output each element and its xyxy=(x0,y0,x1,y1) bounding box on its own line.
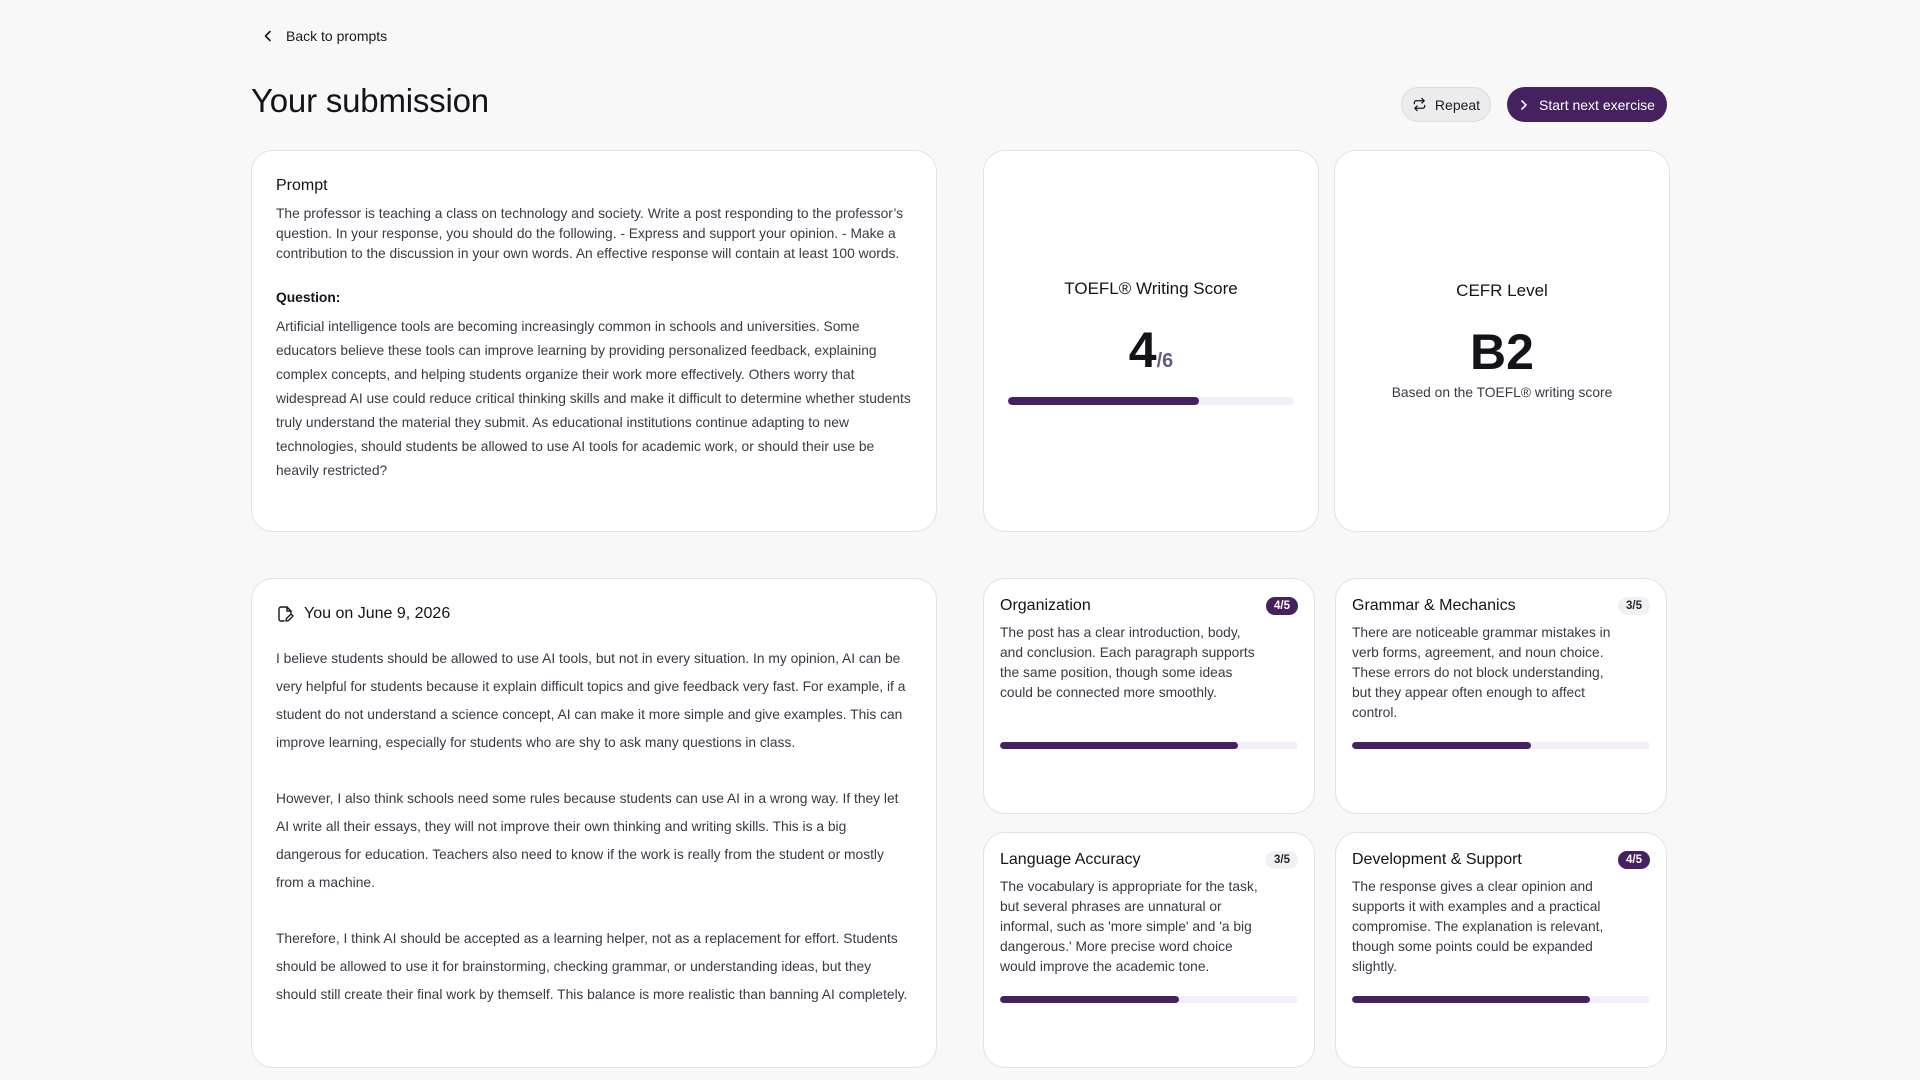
criteria-progress-bar xyxy=(1000,742,1298,749)
repeat-icon xyxy=(1412,97,1427,112)
essay-paragraph: I believe students should be allowed to use AI tools, but not in every situation. In my opinion, AI can be very helpful for students because it explain difficult topics and give feedback very fast. For example, if a student do not understand a science concept, AI can make it more simple and give examples. This can improve learning, especially for students who are shy to ask many questions in class. xyxy=(276,651,906,750)
toefl-score-progress-bar xyxy=(1008,397,1294,405)
page-title: Your submission xyxy=(251,82,489,119)
response-card xyxy=(251,578,937,1068)
criteria-header xyxy=(1000,597,1298,615)
criteria-title: Development & Support xyxy=(1352,851,1522,868)
criteria-card-language-accuracy xyxy=(983,832,1315,1068)
criteria-card-grammar-mechanics xyxy=(1335,578,1667,814)
criteria-card-development-support xyxy=(1335,832,1667,1068)
cefr-level-value: B2 xyxy=(1470,324,1534,380)
criteria-feedback: The response gives a clear opinion and supports it with examples and a practical compromise. The explanation is relevant, though some points could be expanded slightly. xyxy=(1352,879,1604,974)
criteria-header xyxy=(1352,851,1650,869)
cefr-level-card xyxy=(1334,150,1670,532)
chevron-right-icon xyxy=(1519,100,1529,110)
toefl-score-value xyxy=(984,321,1318,379)
criteria-progress-fill xyxy=(1000,742,1238,749)
criteria-score-badge: 3/5 xyxy=(1266,851,1298,869)
criteria-score-badge: 4/5 xyxy=(1266,597,1298,615)
criteria-feedback: There are noticeable grammar mistakes in verb forms, agreement, and noun choice. These errors do not block understanding, but they appear often enough to affect control. xyxy=(1352,625,1611,720)
document-edit-icon xyxy=(276,605,294,623)
start-next-exercise-label: Start next exercise xyxy=(1539,96,1655,113)
question-label: Question: xyxy=(276,290,341,305)
criteria-header xyxy=(1352,597,1650,615)
back-to-prompts-link[interactable] xyxy=(262,28,387,44)
chevron-left-icon xyxy=(262,30,274,42)
back-link-label: Back to prompts xyxy=(286,28,388,44)
criteria-feedback: The vocabulary is appropriate for the task, but several phrases are unnatural or informal, such as 'more simple' and 'a big dangerous.' More precise word choice would improve the academic tone. xyxy=(1000,879,1258,974)
criteria-progress-fill xyxy=(1352,742,1531,749)
criteria-progress-bar xyxy=(1352,742,1650,749)
criteria-title: Grammar & Mechanics xyxy=(1352,597,1516,614)
criteria-title: Organization xyxy=(1000,597,1091,614)
score-number: 4 xyxy=(1128,322,1157,378)
repeat-button-label: Repeat xyxy=(1434,96,1481,113)
criteria-progress-bar xyxy=(1000,996,1298,1003)
score-max: /6 xyxy=(1156,350,1174,372)
criteria-score-badge: 3/5 xyxy=(1618,597,1650,615)
toefl-score-card xyxy=(983,150,1319,532)
cefr-level-label: CEFR Level xyxy=(1456,281,1548,300)
criteria-progress-fill xyxy=(1352,996,1590,1003)
response-header xyxy=(276,605,912,623)
prompt-instructions: The professor is teaching a class on technology and society. Write a post responding to the professor’s question. In your response, you should do the following. - Express and support your opinion. - Make a contribution to the discussion in your own words. An effective response will contain at least 100 words. xyxy=(276,206,904,261)
criteria-title: Language Accuracy xyxy=(1000,851,1141,868)
response-heading: You on June 9, 2026 xyxy=(304,605,451,622)
question-text: Artificial intelligence tools are becoming increasingly common in schools and universities. Some educators believe these tools can improve learning by providing personalized feedback, explaining complex concepts, and helping students organize their work more effectively. Others worry that widespread AI use could reduce critical thinking skills and make it difficult to determine whether students truly understand the material they submit. As educational institutions continue adapting to new technologies, should students be allowed to use AI tools for academic work, or should their use be heavily restricted? xyxy=(276,319,911,478)
start-next-exercise-button[interactable] xyxy=(1507,87,1667,122)
criteria-card-organization xyxy=(983,578,1315,814)
criteria-header xyxy=(1000,851,1298,869)
essay-paragraph: However, I also think schools need some rules because students can use AI in a wrong way. If they let AI write all their essays, they will not improve their own thinking and writing skills. This is a big dangerous for education. Teachers also need to know if the work is really from the student or mostly from a machine. xyxy=(276,791,899,890)
prompt-card xyxy=(251,150,937,532)
prompt-heading: Prompt xyxy=(276,177,328,194)
cefr-level-note: Based on the TOEFL® writing score xyxy=(1391,385,1613,400)
toefl-score-label: TOEFL® Writing Score xyxy=(1064,279,1238,298)
criteria-score-badge: 4/5 xyxy=(1618,851,1650,869)
essay-paragraph: Therefore, I think AI should be accepted as a learning helper, not as a replacement for effort. Students should be allowed to use it for brainstorming, checking grammar, or understanding ideas, but they should still create their final work by themself. This balance is more realistic than banning AI completely. xyxy=(276,931,908,1002)
criteria-progress-fill xyxy=(1000,996,1179,1003)
criteria-progress-bar xyxy=(1352,996,1650,1003)
criteria-feedback: The post has a clear introduction, body, and conclusion. Each paragraph supports the same position, though some ideas could be connected more smoothly. xyxy=(1000,625,1255,700)
toefl-score-progress-fill xyxy=(1008,397,1199,405)
repeat-button[interactable] xyxy=(1401,87,1491,122)
